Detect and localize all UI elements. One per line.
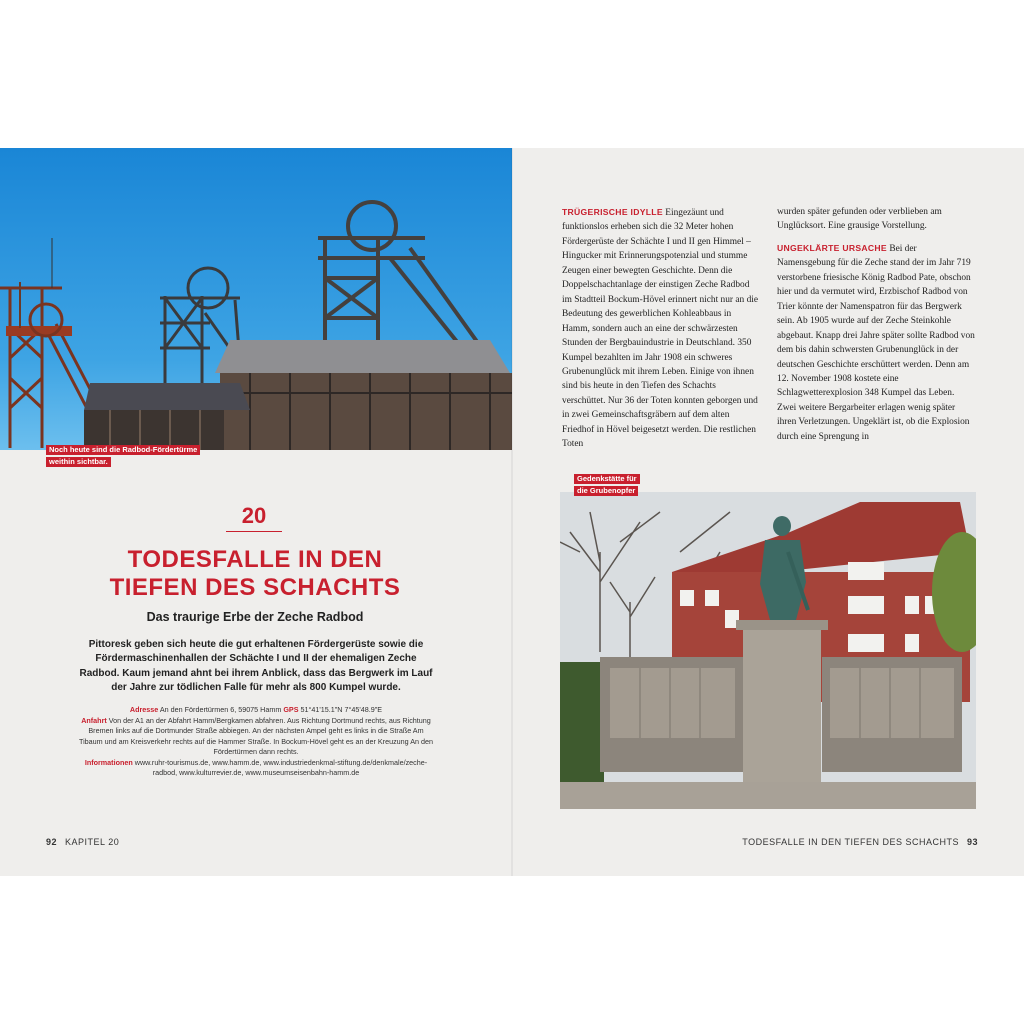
running-head-left: KAPITEL 20	[65, 837, 120, 847]
informationen-value: www.ruhr-tourismus.de, www.hamm.de, www.industriedenkmal-stiftung.de/denkmale/zeche-radbod, www.kulturrevier.de, www.museumseisenbahn-hamm.de	[134, 757, 428, 777]
chapter-title	[60, 546, 450, 602]
kicker-truegerische-idylle: TRÜGERISCHE IDYLLE	[562, 207, 663, 217]
folio-right	[742, 837, 978, 847]
text-column-2	[777, 205, 975, 444]
chapter-title-line2: TIEFEN DES SCHACHTS	[109, 574, 401, 601]
page-number-left: 92	[46, 837, 58, 847]
informationen-label: Informationen	[84, 757, 133, 767]
running-head-right: TODESFALLE IN DEN TIEFEN DES SCHACHTS	[742, 837, 959, 847]
column-2-section	[777, 241, 975, 444]
chapter-number: 20	[241, 503, 267, 528]
adresse-label: Adresse	[129, 705, 159, 714]
column-2-body-top: wurden später gefunden oder verblieben am Unglücksort. Eine grausige Vorstellung.	[777, 207, 942, 232]
memorial-photo	[560, 492, 976, 809]
kicker-ungeklaerte-ursache: UNGEKLÄRTE URSACHE	[777, 242, 887, 253]
lead-paragraph: Pittoresk geben sich heute die gut erhaltenen Fördergerüste sowie die Fördermaschinenhallen der Schächte I und II der ehemaligen Zeche Radbod. Kaum jemand ahnt bei ihrem Anblick, dass das Bergwerk im Lauf der Jahre zur tödlichen Falle für mehr als 800 Kumpel wurde.	[79, 639, 433, 693]
chapter-rule	[226, 531, 282, 532]
anfahrt-value: Von der A1 an der Abfahrt Hamm/Bergkamen abfahren. Aus Richtung Dortmund rechts, aus Richtung Bremen links auf die Dortmunder Straße abbiegen. An der nächsten Ampel geht es links in die Straße Am Tibaum und am Kreisverkehr rechts auf die Hammer Straße. In Bockum-Hövel geht es an der Kreuzung An den Fördertürmen dann rechts.	[78, 715, 434, 756]
gps-label: GPS	[283, 705, 299, 714]
book-spread	[0, 148, 1024, 876]
photo-caption-left-line2: weithin sichtbar.	[46, 457, 111, 467]
photo-caption-right-line1: Gedenkstätte für	[574, 474, 640, 484]
chapter-subtitle: Das traurige Erbe der Zeche Radbod	[146, 610, 364, 624]
headframes-photo	[0, 148, 512, 450]
gps-value: 51°41'15.1"N 7°45'48.9"E	[300, 705, 383, 714]
adresse-value: An den Fördertürmen 6, 59075 Hamm	[159, 705, 282, 714]
column-1-body: Eingezäunt und funktionslos erheben sich die 32 Meter hohen Fördergerüste der Schächte I und II gen Himmel – Hingucker mit Erinnerungspotenzial und stumme Zeugen einer bewegten Geschichte. Denn die Doppelschachtanlage der einstigen Zeche Radbod im Stadtteil Bockum-Hövel erinnert nicht nur an die Bedeutung des gewerblichen Kohleabbaus in Hamm, sondern auch an eine der schwärzesten Stunden der Bergbauindustrie in Deutschland. 350 Kumpel bezahlten im Jahr 1908 ein schweres Grubenunglück mit ihrem Leben. Einige von ihnen sind bis heute in den Tiefen des Schachts verschüttet. Nur 36 der Toten konnten geborgen und in zwei Gemeinschaftsgräbern auf dem alten Friedhof in Hövel beigesetzt werden. Die restlichen Toten	[562, 208, 759, 450]
column-2-body: Bei der Namensgebung für die Zeche stand der im Jahr 719 verstorbene friesische König Radbod Pate, obschon hier und da vermutet wird, Erzbischof Radbod von Trier könnte der Namenspatron für das Bergwerk sein. Ab 1905 wurde auf der Zeche Steinkohle abgebaut. Knapp drei Jahre später sollte Radbod von dem bis dahin schwersten Grubenunglück in der deutschen Geschichte erschüttert werden. Denn am 12. November 1908 kostete eine Schlagwetterexplosion 348 Kumpel das Leben. Zwei weitere Bergarbeiter erlagen wenig später ihren Verletzungen. Ungeklärt ist, ob die Explosion durch eine Sprengung in	[777, 243, 975, 442]
page-number-right: 93	[966, 837, 978, 847]
photo-caption-right-line2: die Grubenopfer	[574, 486, 638, 496]
text-column-1	[562, 205, 760, 452]
photo-caption-left-line1: Noch heute sind die Radbod-Fördertürme	[46, 445, 200, 455]
chapter-title-line1: TODESFALLE IN DEN	[127, 546, 383, 573]
info-box	[78, 705, 434, 779]
anfahrt-label: Anfahrt	[81, 715, 107, 725]
folio-left	[46, 837, 119, 847]
